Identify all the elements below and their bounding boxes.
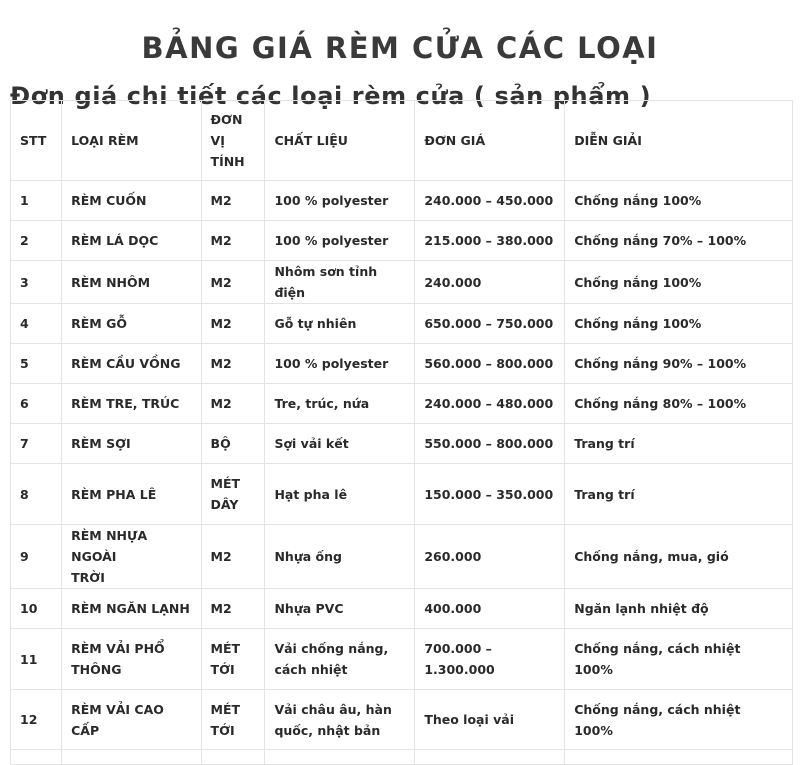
header-don-vi-line1: ĐƠN <box>210 112 243 127</box>
cell-don-gia: 260.000 <box>415 525 565 589</box>
cell-dien-giai: Chống nắng 100% <box>565 304 793 344</box>
cell-chat-lieu: Gỗ tự nhiên <box>265 304 415 344</box>
cell-don-vi: M2 <box>201 344 265 384</box>
cell-dien-giai: Chống nắng 100% <box>565 181 793 221</box>
cell-don-vi: M2 <box>201 525 265 589</box>
cell-loai-rem: RÈM PHA LÊ <box>62 464 201 525</box>
cell-dien-giai: Trang trí <box>565 424 793 464</box>
cell-chat-lieu-line2: cách nhiệt <box>274 662 348 677</box>
cell-don-vi <box>201 464 265 525</box>
cell-loai-rem: RÈM CUỐN <box>62 181 201 221</box>
cell-empty <box>415 750 565 765</box>
cell-don-vi: M2 <box>201 181 265 221</box>
cell-chat-lieu <box>265 690 415 750</box>
cell-empty <box>565 750 793 765</box>
cell-stt: 1 <box>11 181 62 221</box>
table-row <box>11 181 793 221</box>
cell-dien-giai: Chống nắng 100% <box>565 261 793 304</box>
cell-stt: 10 <box>11 589 62 629</box>
header-dien-giai: DIỄN GIẢI <box>565 101 793 181</box>
table-row <box>11 304 793 344</box>
cell-chat-lieu: Tre, trúc, nứa <box>265 384 415 424</box>
cell-stt: 3 <box>11 261 62 304</box>
cell-stt: 11 <box>11 629 62 690</box>
cell-loai-rem-line2: TRỜI <box>71 570 105 585</box>
table-row <box>11 589 793 629</box>
cell-loai-rem: RÈM TRE, TRÚC <box>62 384 201 424</box>
cell-empty <box>62 750 201 765</box>
cell-don-gia: 400.000 <box>415 589 565 629</box>
cell-don-vi-line1: MÉT <box>210 476 241 491</box>
cell-don-vi: M2 <box>201 261 265 304</box>
price-table <box>10 100 793 765</box>
table-row <box>11 261 793 304</box>
header-don-vi-line3: TÍNH <box>210 154 245 169</box>
table-row <box>11 525 793 589</box>
cell-loai-rem-line1: RÈM NHỰA NGOÀI <box>71 528 148 564</box>
cell-loai-rem: RÈM VẢI CAO CẤP <box>62 690 201 750</box>
cell-chat-lieu: Nhôm sơn tỉnh điện <box>265 261 415 304</box>
cell-loai-rem: RÈM SỢI <box>62 424 201 464</box>
cell-don-gia: 700.000 – 1.300.000 <box>415 629 565 690</box>
cell-loai-rem: RÈM NGĂN LẠNH <box>62 589 201 629</box>
cell-dien-giai: Chống nắng 90% – 100% <box>565 344 793 384</box>
cell-stt: 5 <box>11 344 62 384</box>
cell-chat-lieu: 100 % polyester <box>265 344 415 384</box>
cell-dien-giai: Chống nắng, cách nhiệt 100% <box>565 629 793 690</box>
header-stt: STT <box>11 101 62 181</box>
cell-stt: 9 <box>11 525 62 589</box>
cell-don-vi: M2 <box>201 589 265 629</box>
cell-don-gia: 240.000 – 480.000 <box>415 384 565 424</box>
cell-empty <box>201 750 265 765</box>
cell-don-vi: BỘ <box>201 424 265 464</box>
cell-don-vi: M2 <box>201 221 265 261</box>
cell-dien-giai: Trang trí <box>565 464 793 525</box>
cell-chat-lieu <box>265 629 415 690</box>
cell-don-vi: MÉT TỚI <box>201 629 265 690</box>
cell-stt: 12 <box>11 690 62 750</box>
table-row <box>11 221 793 261</box>
cell-loai-rem: RÈM CẦU VỒNG <box>62 344 201 384</box>
cell-don-gia: 550.000 – 800.000 <box>415 424 565 464</box>
cell-stt: 2 <box>11 221 62 261</box>
cell-chat-lieu: 100 % polyester <box>265 221 415 261</box>
page-subtitle: Đơn giá chi tiết các loại rèm cửa ( sản phẩm ) <box>10 81 652 110</box>
cell-stt: 7 <box>11 424 62 464</box>
cell-dien-giai: Chống nắng, mua, gió <box>565 525 793 589</box>
cell-don-gia: 240.000 – 450.000 <box>415 181 565 221</box>
table-header-row <box>11 101 793 181</box>
cell-loai-rem <box>62 525 201 589</box>
header-chat-lieu: CHẤT LIỆU <box>265 101 415 181</box>
cell-don-gia: 150.000 – 350.000 <box>415 464 565 525</box>
cell-chat-lieu-line1: Vải chống nắng, <box>274 641 389 656</box>
cell-chat-lieu: Nhựa PVC <box>265 589 415 629</box>
cell-don-vi: M2 <box>201 384 265 424</box>
table-row <box>11 690 793 750</box>
table-row <box>11 344 793 384</box>
cell-empty <box>265 750 415 765</box>
cell-dien-giai: Chống nắng 70% – 100% <box>565 221 793 261</box>
cell-don-vi-line2: DÂY <box>210 497 239 512</box>
cell-don-vi: MÉT TỚI <box>201 690 265 750</box>
cell-don-vi: M2 <box>201 304 265 344</box>
cell-dien-giai: Chống nắng 80% – 100% <box>565 384 793 424</box>
table-row <box>11 424 793 464</box>
cell-don-gia: 215.000 – 380.000 <box>415 221 565 261</box>
cell-stt: 8 <box>11 464 62 525</box>
cell-dien-giai: Ngăn lạnh nhiệt độ <box>565 589 793 629</box>
cell-chat-lieu: 100 % polyester <box>265 181 415 221</box>
cell-empty <box>11 750 62 765</box>
header-don-vi-tinh <box>201 101 265 181</box>
table-row <box>11 464 793 525</box>
table-row-empty <box>11 750 793 765</box>
header-don-vi-line2: VỊ <box>210 133 225 148</box>
cell-chat-lieu: Nhựa ống <box>265 525 415 589</box>
header-don-gia: ĐƠN GIÁ <box>415 101 565 181</box>
cell-loai-rem: RÈM NHÔM <box>62 261 201 304</box>
cell-chat-lieu: Sợi vải kết <box>265 424 415 464</box>
cell-loai-rem-line1: RÈM VẢI PHỔ <box>71 641 165 656</box>
cell-chat-lieu: Hạt pha lê <box>265 464 415 525</box>
table-row <box>11 384 793 424</box>
cell-dien-giai: Chống nắng, cách nhiệt 100% <box>565 690 793 750</box>
page-title: BẢNG GIÁ RÈM CỬA CÁC LOẠI <box>141 31 659 66</box>
cell-loai-rem: RÈM LÁ DỌC <box>62 221 201 261</box>
cell-stt: 4 <box>11 304 62 344</box>
cell-don-gia: 240.000 <box>415 261 565 304</box>
cell-loai-rem: RÈM GỖ <box>62 304 201 344</box>
cell-don-gia: 650.000 – 750.000 <box>415 304 565 344</box>
cell-stt: 6 <box>11 384 62 424</box>
cell-chat-lieu-line2: quốc, nhật bản <box>274 722 381 738</box>
cell-loai-rem-line2: THÔNG <box>71 662 122 677</box>
cell-don-gia: Theo loại vải <box>415 690 565 750</box>
table-row <box>11 629 793 690</box>
header-loai-rem: LOẠI RÈM <box>62 101 201 181</box>
cell-chat-lieu-line1: Vải châu âu, hàn <box>274 701 392 717</box>
cell-don-gia: 560.000 – 800.000 <box>415 344 565 384</box>
cell-loai-rem <box>62 629 201 690</box>
